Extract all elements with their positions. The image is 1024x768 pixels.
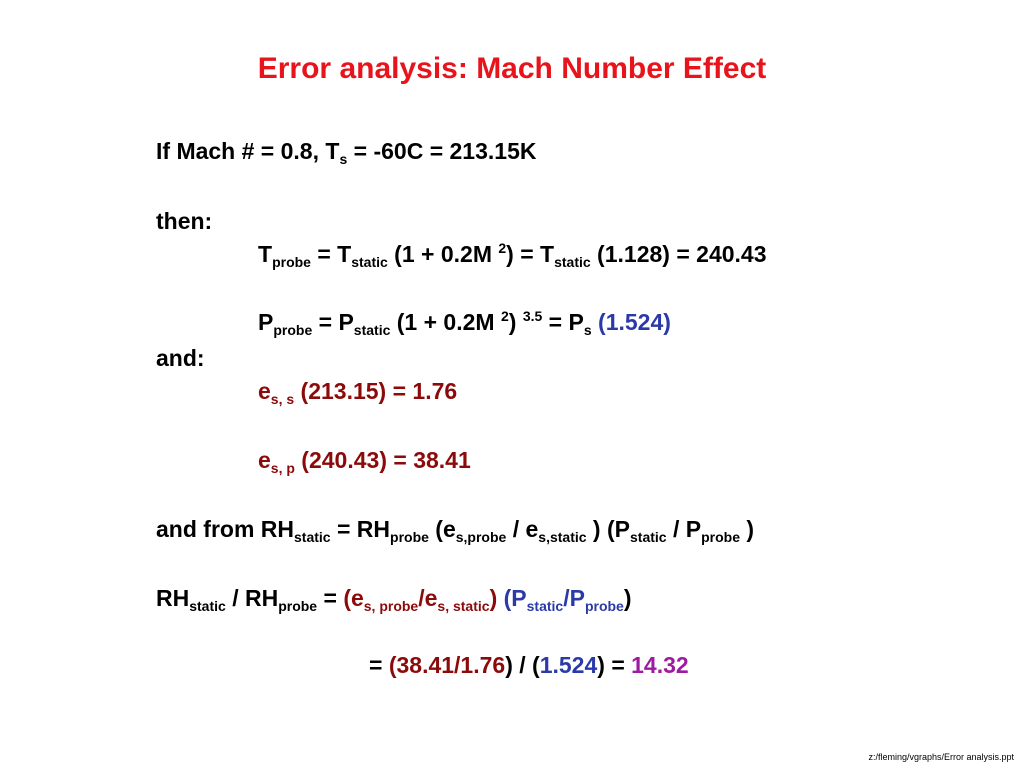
file-path-footer: z:/fleming/vgraphs/Error analysis.ppt <box>868 752 1014 762</box>
es-probe-equation: $e_{s, p}$ (240.43) = 38.41 <box>258 447 471 476</box>
and-label: and: <box>156 345 205 371</box>
then-label: then: <box>156 208 213 234</box>
es-static-equation: $e_{s, s}$ (213.15) = 1.76 <box>258 378 458 407</box>
mach-condition-line: If Mach # = 0.8, $T_s = -60C = 213.15K$ <box>156 138 537 167</box>
t-probe-equation: $T_{probe} = T_{static}$ (1 + 0.2M $^2) = T_{static}$ (1.128) = 240.43 <box>258 240 767 270</box>
rh-ratio-equation: $RH_{static} / RH_{probe} = (e_{s, probe}/e_{s, static})$ $(P_{static}/P_{probe})$ <box>156 585 632 614</box>
result-equation: = (38.41/1.76) / (1.524) = 14.32 <box>369 652 689 678</box>
p-probe-equation: $P_{probe} = P_{static}$ (1 + 0.2M $^2$) $^{3.5} = P_s$ (1.524) <box>258 308 671 338</box>
slide-title: Error analysis: Mach Number Effect <box>257 52 767 85</box>
rh-relation-equation: and from $RH_{static} = RH_{probe}$ ($e_{s,probe} / e_{s,static}$ ) ($P_{static} / P_{probe}$ ) <box>156 516 755 545</box>
